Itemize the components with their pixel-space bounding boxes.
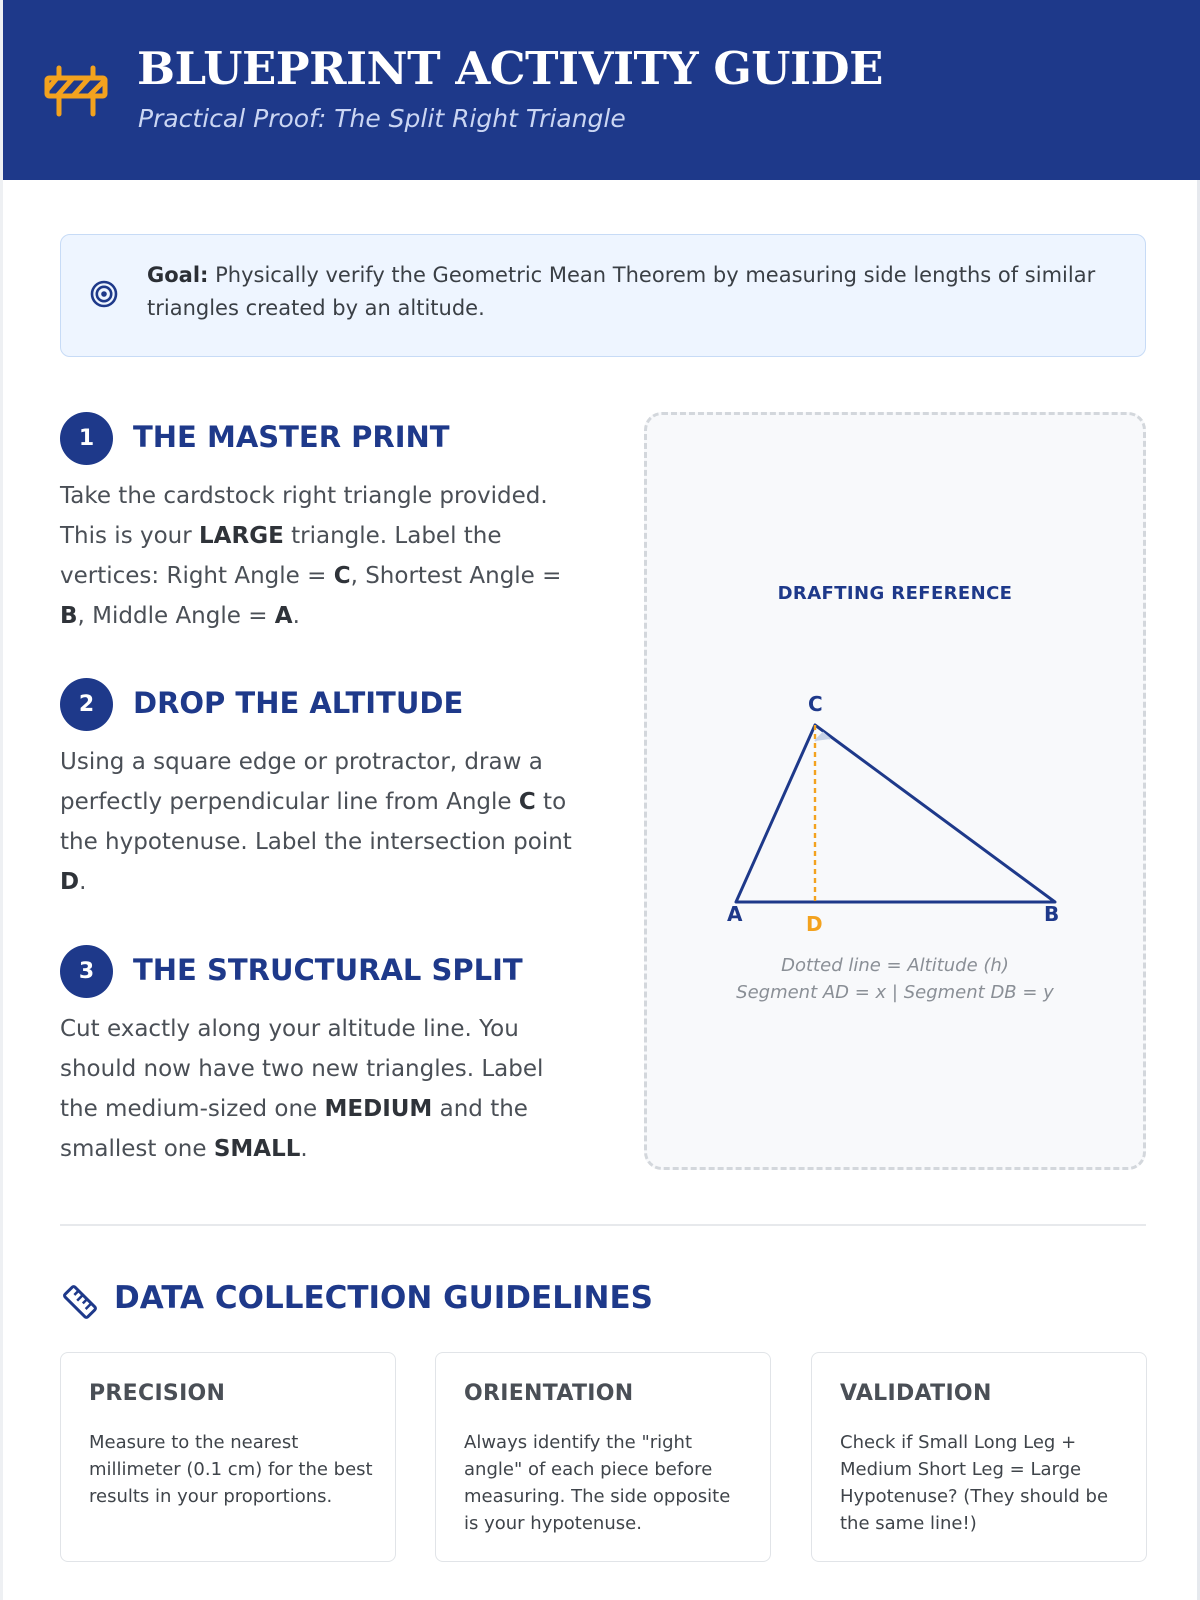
- guideline-card-validation: [811, 1352, 1147, 1562]
- triangle-diagram: [647, 645, 1143, 945]
- drafting-reference-panel: [644, 412, 1146, 1170]
- drafting-caption-line-1: Dotted line = Altitude (h): [781, 955, 1009, 976]
- page-subtitle: Practical Proof: The Split Right Triangle: [138, 104, 626, 133]
- drafting-reference-title: DRAFTING REFERENCE: [777, 583, 1013, 604]
- step-body-text: Using a square edge or protractor, draw a perfectly perpendicular line from Angle: [60, 749, 543, 815]
- header-banner: [3, 0, 1200, 180]
- page-title: BLUEPRINT ACTIVITY GUIDE: [137, 42, 883, 95]
- goal-description: Physically verify the Geometric Mean Theorem by measuring side lengths of similar triangles created by an altitude.: [147, 263, 1096, 320]
- target-icon: [89, 279, 119, 309]
- card-title: VALIDATION: [840, 1381, 992, 1406]
- section-divider: [60, 1224, 1146, 1226]
- barrier-icon: [43, 58, 109, 124]
- vertex-label-c: C: [808, 692, 823, 716]
- step-body-text: , Middle Angle =: [77, 603, 275, 629]
- vertex-label-b: B: [1044, 902, 1060, 926]
- guidelines-heading: [60, 1280, 860, 1324]
- step-body-emphasis: MEDIUM: [324, 1096, 433, 1122]
- step-body-emphasis: C: [333, 563, 351, 589]
- step-title: THE STRUCTURAL SPLIT: [133, 953, 523, 987]
- vertex-label-a: A: [727, 902, 743, 926]
- guideline-card-precision: [60, 1352, 396, 1562]
- step-body-emphasis: C: [518, 789, 536, 815]
- step-number-badge: 2: [60, 678, 113, 731]
- step-body: [60, 1009, 580, 1169]
- ruler-icon: [60, 1282, 100, 1322]
- card-text: Always identify the "right angle" of each piece before measuring. The side opposite is your hypotenuse.: [464, 1432, 731, 1534]
- step-body-text: , Shortest Angle =: [350, 563, 562, 589]
- step-body-emphasis: SMALL: [213, 1136, 301, 1162]
- step-body-emphasis: A: [274, 603, 293, 629]
- step-body-text: .: [79, 869, 87, 895]
- card-title: ORIENTATION: [464, 1381, 634, 1406]
- step-title: THE MASTER PRINT: [133, 420, 450, 454]
- step-body-text: and the smallest one: [60, 1096, 528, 1162]
- goal-callout: [60, 234, 1146, 357]
- card-text: Check if Small Long Leg + Medium Short Leg = Large Hypotenuse? (They should be the same line!): [840, 1432, 1109, 1534]
- step-body-text: to the hypotenuse. Label the intersection point: [60, 789, 572, 855]
- step-body-text: .: [292, 603, 300, 629]
- step-body-text: triangle. Label the vertices: Right Angle =: [60, 523, 502, 589]
- step-body: [60, 742, 580, 902]
- step-body-emphasis: LARGE: [199, 523, 284, 549]
- vertex-label-d: D: [806, 912, 823, 936]
- step-number-badge: 3: [60, 945, 113, 998]
- step-title: DROP THE ALTITUDE: [133, 686, 464, 720]
- card-text: Measure to the nearest millimeter (0.1 cm) for the best results in your proportions.: [89, 1432, 373, 1507]
- drafting-caption-line-2: Segment AD = x | Segment DB = y: [736, 982, 1054, 1003]
- goal-text: [147, 259, 1107, 325]
- step-body-emphasis: D: [60, 869, 80, 895]
- guideline-card-orientation: [435, 1352, 771, 1562]
- card-title: PRECISION: [89, 1381, 226, 1406]
- step-body-text: .: [300, 1136, 308, 1162]
- step-body-text: Cut exactly along your altitude line. You should now have two new triangles. Label the medium-sized one: [60, 1016, 544, 1122]
- guidelines-title: DATA COLLECTION GUIDELINES: [114, 1280, 653, 1316]
- step-body-emphasis: B: [60, 603, 78, 629]
- goal-label: Goal:: [147, 263, 209, 287]
- step-body-text: Take the cardstock right triangle provided. This is your: [60, 483, 548, 549]
- large-triangle: [736, 725, 1055, 902]
- step-number-badge: 1: [60, 412, 113, 465]
- step-body: [60, 476, 580, 636]
